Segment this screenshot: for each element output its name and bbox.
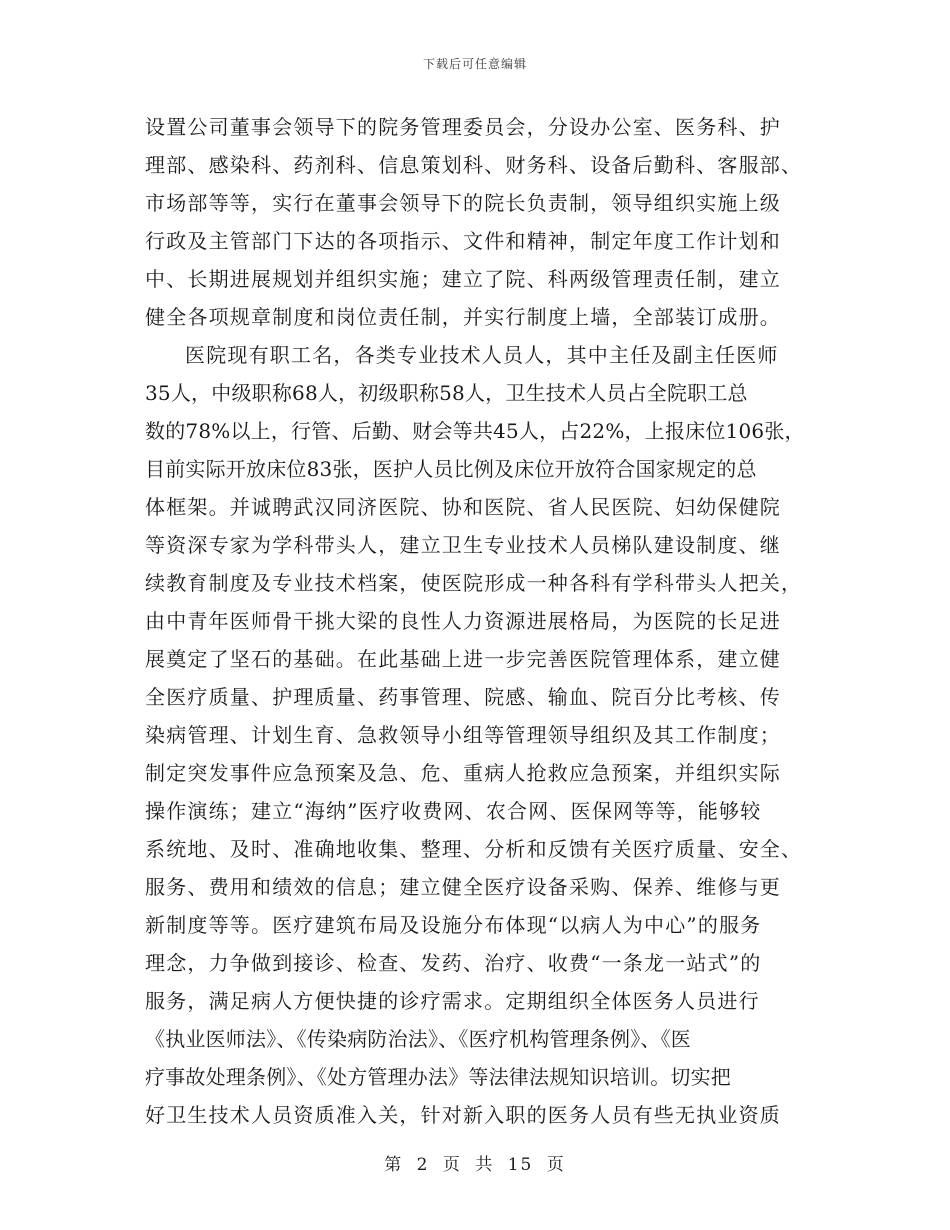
text-line: 续教育制度及专业技术档案，使医院形成一种各科有学科带头人把关， (145, 571, 803, 595)
page-number-footer: 第 2 页 共 15 页 (384, 1155, 566, 1175)
text-line: 目前实际开放床位83张，医护人员比例及床位开放符合国家规定的总 (145, 457, 757, 481)
text-line: 理念，力争做到接诊、检查、发药、治疗、收费“一条龙一站式”的 (145, 951, 762, 975)
text-line: 等资深专家为学科带头人，建立卫生专业技术人员梯队建设制度、继 (145, 533, 781, 557)
document-body (145, 108, 825, 1134)
text-line: 理部、感染科、药剂科、信息策划科、财务科、设备后勤科、客服部、 (145, 153, 803, 177)
text-line: 好卫生技术人员资质准入关，针对新入职的医务人员有些无执业资质 (145, 1103, 781, 1127)
text-line: 35人，中级职称68人，初级职称58人，卫生技术人员占全院职工总 (145, 381, 748, 405)
text-line: 数的78%以上，行管、后勤、财会等共45人，占22%，上报床位106张， (145, 419, 805, 443)
text-line: 设置公司董事会领导下的院务管理委员会，分设办公室、医务科、护 (145, 115, 781, 139)
text-line: 新制度等等。医疗建筑布局及设施分布体现“以病人为中心”的服务 (145, 913, 762, 937)
page-header: 下载后可任意编辑 (422, 57, 527, 71)
text-line: 操作演练；建立“海纳”医疗收费网、农合网、医保网等等，能够较 (145, 799, 762, 823)
text-line: 《执业医师法》、《传染病防治法》、《医疗机构管理条例》、《医 (145, 1027, 691, 1051)
text-line: 染病管理、计划生育、急救领导小组等管理领导组织及其工作制度； (145, 723, 781, 747)
text-line: 体框架。并诚聘武汉同济医院、协和医院、省人民医院、妇幼保健院 (145, 495, 781, 519)
text-line: 健全各项规章制度和岗位责任制，并实行制度上墙，全部装订成册。 (145, 305, 781, 329)
text-line: 中、长期进展规划并组织实施；建立了院、科两级管理责任制，建立 (145, 267, 781, 291)
text-line: 市场部等等，实行在董事会领导下的院长负责制，领导组织实施上级 (145, 191, 781, 215)
text-line: 系统地、及时、准确地收集、整理、分析和反馈有关医疗质量、安全、 (145, 837, 803, 861)
text-line: 展奠定了坚石的基础。在此基础上进一步完善医院管理体系，建立健 (145, 647, 781, 671)
text-line: 服务，满足病人方便快捷的诊疗需求。定期组织全体医务人员进行 (145, 989, 760, 1013)
text-line: 服务、费用和绩效的信息；建立健全医疗设备采购、保养、维修与更 (145, 875, 781, 899)
text-line: 疗事故处理条例》、《处方管理办法》等法律法规知识培训。切实把 (145, 1065, 731, 1089)
text-line: 全医疗质量、护理质量、药事管理、院感、输血、院百分比考核、传 (145, 685, 781, 709)
paragraph-first-line: 医院现有职工名，各类专业技术人员人，其中主任及副主任医师 (185, 343, 779, 367)
text-line: 由中青年医师骨干挑大梁的良性人力资源进展格局，为医院的长足进 (145, 609, 781, 633)
text-line: 行政及主管部门下达的各项指示、文件和精神，制定年度工作计划和 (145, 229, 781, 253)
text-line: 制定突发事件应急预案及急、危、重病人抢救应急预案，并组织实际 (145, 761, 781, 785)
